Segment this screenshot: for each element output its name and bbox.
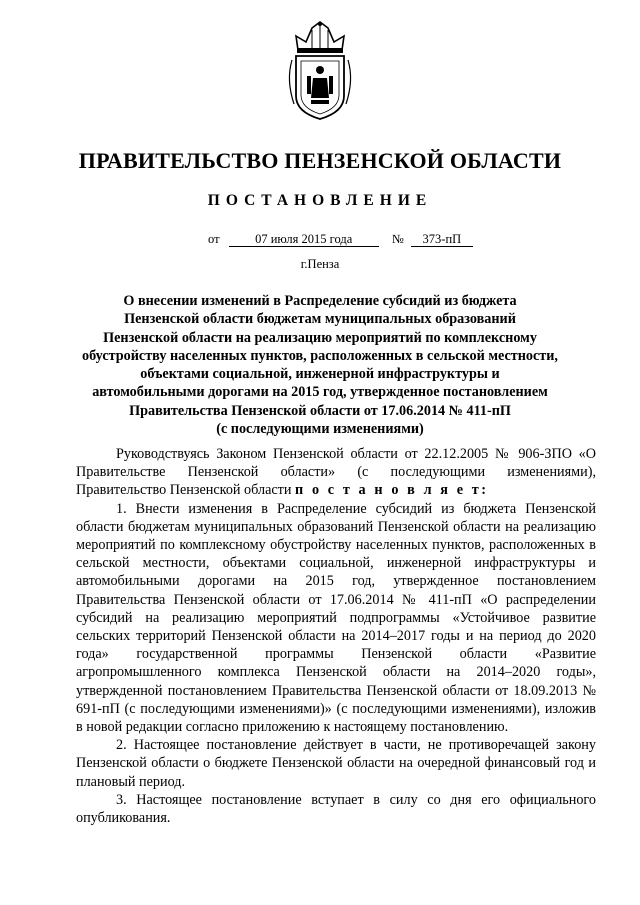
heading-line: (с последующими изменениями)	[216, 421, 424, 438]
heading-line: Пензенской области на реализацию мероприятий по комплексному	[103, 329, 537, 346]
document-body	[76, 445, 596, 827]
heading-line: Пензенской области бюджетам муниципальных образований	[124, 311, 516, 328]
date-number-line	[208, 232, 473, 247]
preamble-text: Руководствуясь Законом Пензенской области от 22.12.2005 № 906-ЗПО «О Правительстве Пензенской области» (с последующими изменениями), Правительство Пензенской области	[76, 446, 596, 499]
item-paragraph: 2. Настоящее постановление действует в части, не противоречащей закону Пензенской области о бюджете Пензенской области на очередной финансовый год и плановый период.	[76, 737, 596, 790]
heading-line: обустройству населенных пунктов, расположенных в сельской местности,	[82, 347, 558, 364]
document-date: 07 июля 2015 года	[229, 233, 379, 247]
city: г.Пенза	[300, 257, 340, 271]
decree-word: п о с т а н о в л я е т:	[295, 482, 489, 499]
heading-line: автомобильными дорогами на 2015 год, утвержденное постановлением	[92, 384, 548, 401]
date-prefix: от	[208, 232, 220, 246]
item-paragraph: 1. Внести изменения в Распределение субсидий из бюджета Пензенской области бюджетам муниципальных образований Пензенской области на реализацию мероприятий по комплексному обустройству населенных пунктов, расположенных в сельской местности, объектами социальной, инженерной инфраструктуры и автомобильными дорогами на 2015 год, утвержденное постановлением Правительства Пензенской области от 17.06.2014 № 411-пП «О распределении субсидий на реализацию мероприятий подпрограммы «Устойчивое развитие сельских территорий Пензенской области на 2014–2017 годы и на период до 2020 года» государственной программы Пензенской области «Развитие агропромышленного комплекса Пензенской области на 2014–2020 годы», утвержденной постановлением Правительства Пензенской области от 18.09.2013 № 691-пП (с последующими изменениями)» (с последующими изменениями), изложив в новой редакции согласно приложению к настоящему постановлению.	[76, 500, 596, 736]
heading-line: О внесении изменений в Распределение субсидий из бюджета	[123, 293, 517, 309]
heading-line: Правительства Пензенской области от 17.06.2014 № 411-пП	[129, 402, 511, 419]
preamble-paragraph	[76, 445, 596, 500]
document-type: ПОСТАНОВЛЕНИЕ	[207, 192, 433, 209]
document-number: 373-пП	[411, 233, 473, 247]
coat-of-arms-icon	[282, 20, 358, 122]
document-heading	[60, 292, 580, 438]
government-title: ПРАВИТЕЛЬСТВО ПЕНЗЕНСКОЙ ОБЛАСТИ	[78, 148, 562, 173]
heading-line: объектами социальной, инженерной инфраструктуры и	[140, 366, 500, 383]
number-prefix: №	[391, 232, 404, 246]
item-paragraph: 3. Настоящее постановление вступает в силу со дня его официального опубликования.	[76, 791, 596, 827]
